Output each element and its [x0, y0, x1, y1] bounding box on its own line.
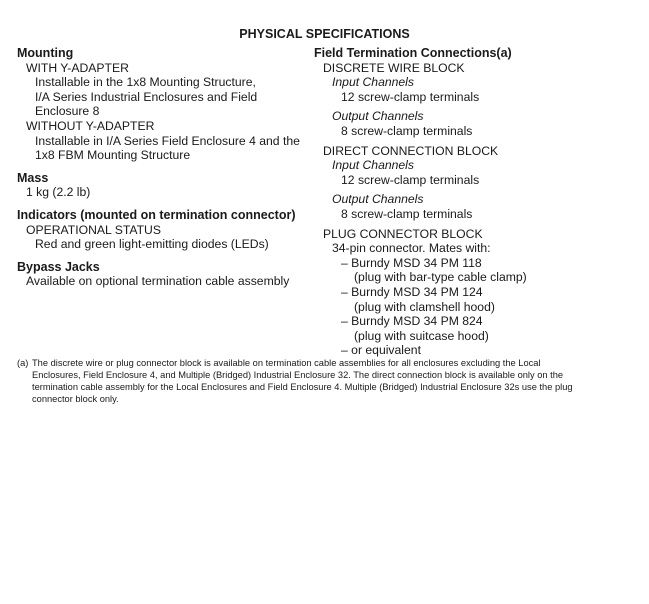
plug-mate-note: (plug with bar-type cable clamp) — [354, 270, 527, 285]
bypass-jacks-value: Available on optional termination cable assembly — [26, 274, 290, 289]
without-adapter-label: WITHOUT Y-ADAPTER — [26, 118, 155, 133]
direct-input-value: 12 screw-clamp terminals — [341, 172, 480, 187]
mass-heading: Mass — [17, 170, 49, 185]
plug-mate-item: – Burndy MSD 34 PM 124 — [341, 284, 483, 299]
footnote — [17, 357, 602, 405]
footnote-marker: (a) — [17, 358, 29, 368]
without-adapter-line: Installable in I/A Series Field Enclosure 4 and the — [35, 133, 300, 148]
direct-output-value: 8 screw-clamp terminals — [341, 206, 473, 221]
discrete-input-label: Input Channels — [332, 75, 414, 90]
direct-connection-label: DIRECT CONNECTION BLOCK — [323, 143, 499, 158]
right-column — [314, 46, 634, 358]
plug-connector-label: PLUG CONNECTOR BLOCK — [323, 226, 483, 241]
with-adapter-line: Enclosure 8 — [35, 104, 100, 119]
with-adapter-line: Installable in the 1x8 Mounting Structure, — [35, 75, 256, 90]
operational-status-label: OPERATIONAL STATUS — [26, 222, 161, 237]
indicators-heading: Indicators (mounted on termination connector) — [17, 207, 296, 222]
plug-mate-item: – Burndy MSD 34 PM 824 — [341, 314, 483, 329]
plug-mate-note: (plug with suitcase hood) — [354, 328, 489, 343]
left-column — [17, 46, 309, 289]
plug-connector-desc: 34-pin connector. Mates with: — [332, 241, 491, 256]
with-adapter-line: I/A Series Industrial Enclosures and Field — [35, 89, 258, 104]
direct-output-label: Output Channels — [332, 192, 424, 207]
mounting-heading: Mounting — [17, 46, 74, 60]
without-adapter-line: 1x8 FBM Mounting Structure — [35, 148, 191, 163]
plug-mate-note: (plug with clamshell hood) — [354, 299, 495, 314]
footnote-line: connector block only. — [32, 394, 119, 404]
bypass-jacks-heading: Bypass Jacks — [17, 259, 100, 274]
discrete-output-label: Output Channels — [332, 109, 424, 124]
footnote-line: The discrete wire or plug connector block is available on termination cable assemblies for all enclosures excluding the Local — [32, 358, 541, 368]
plug-mate-item: – or equivalent — [341, 343, 421, 358]
discrete-output-value: 8 screw-clamp terminals — [341, 123, 473, 138]
footnote-line: termination cable assembly for the Local Enclosures and Field Enclosure 4. Multiple (Bridged) Industrial Enclosure 32s use the plug — [32, 382, 573, 392]
discrete-input-value: 12 screw-clamp terminals — [341, 89, 480, 104]
direct-input-label: Input Channels — [332, 158, 414, 173]
with-adapter-label: WITH Y-ADAPTER — [26, 60, 129, 75]
plug-mate-item: – Burndy MSD 34 PM 118 — [341, 255, 482, 270]
footnote-line: Enclosures, Field Enclosure 4, and Multiple (Bridged) Industrial Enclosure 32. The direct connection block is available only on the — [32, 370, 564, 380]
page-title: PHYSICAL SPECIFICATIONS — [239, 27, 410, 41]
field-termination-heading: Field Termination Connections(a) — [314, 46, 512, 60]
operational-status-value: Red and green light-emitting diodes (LEDs) — [35, 237, 269, 252]
discrete-wire-label: DISCRETE WIRE BLOCK — [323, 60, 465, 75]
mass-value: 1 kg (2.2 lb) — [26, 185, 91, 200]
